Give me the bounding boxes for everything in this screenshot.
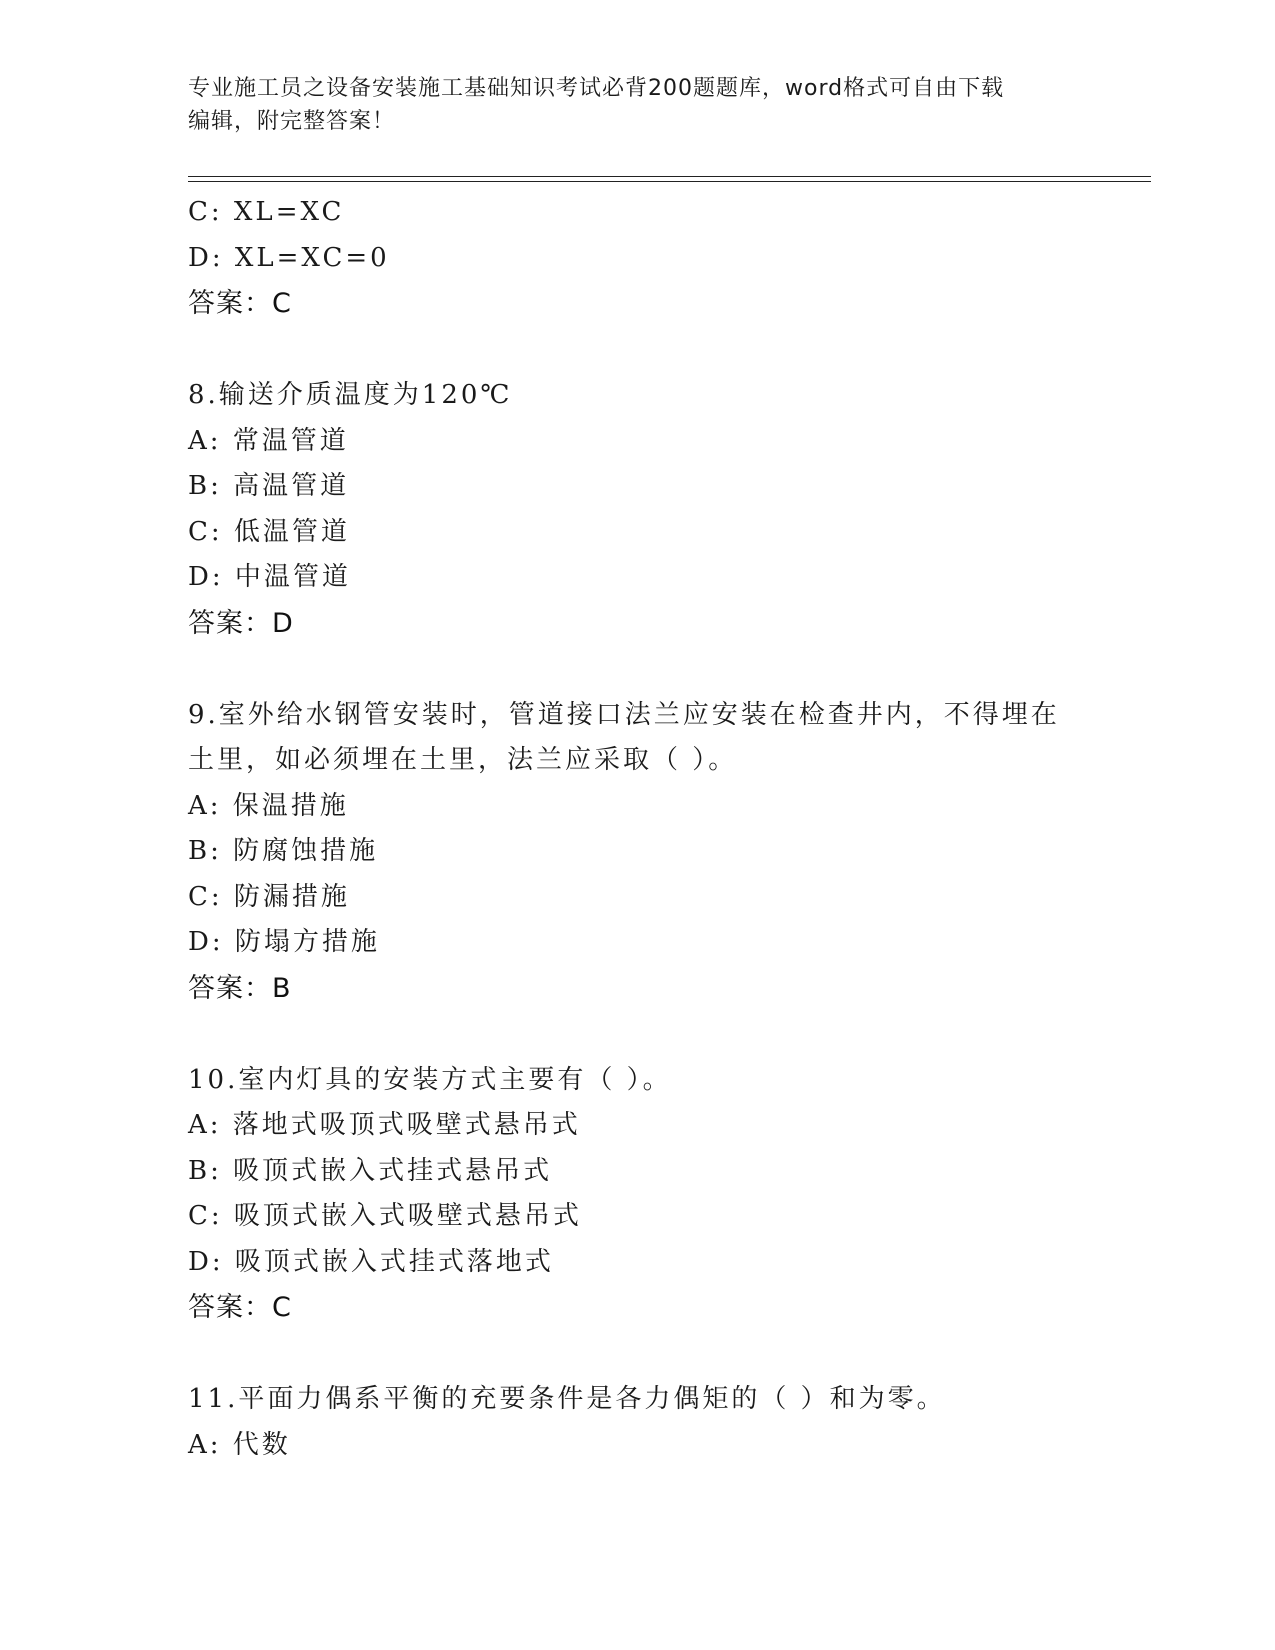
- header-divider-bottom: [188, 181, 1151, 182]
- option-d: D: XL=XC=0: [188, 242, 390, 273]
- header-title-line-1: 专业施工员之设备安装施工基础知识考试必背200题题库，word格式可自由下载: [188, 76, 1005, 101]
- option-b: B: 防腐蚀措施: [188, 836, 379, 866]
- answer-line: 答案：C: [188, 1292, 292, 1323]
- question-stem: 11.平面力偶系平衡的充要条件是各力偶矩的（ ）和为零。: [188, 1384, 946, 1414]
- option-a: A: 落地式吸顶式吸壁式悬吊式: [188, 1110, 581, 1140]
- option-d: D: 防塌方措施: [188, 927, 380, 957]
- spacer: [188, 1331, 1088, 1377]
- spacer: [188, 647, 1088, 693]
- option-c: C: 低温管道: [188, 516, 350, 547]
- option-a: A: 保温措施: [188, 790, 349, 821]
- option-d: D: 吸顶式嵌入式挂式落地式: [188, 1246, 554, 1277]
- spacer: [188, 1012, 1088, 1058]
- option-b: B: 吸顶式嵌入式挂式悬吊式: [188, 1155, 553, 1186]
- question-7-fragment: [188, 190, 1088, 327]
- option-a: A: 常温管道: [188, 425, 349, 456]
- question-stem: 8.输送介质温度为120℃: [188, 380, 513, 410]
- answer-line: 答案：D: [188, 607, 294, 639]
- question-10: [188, 1058, 1088, 1332]
- option-c: C: 防漏措施: [188, 881, 350, 912]
- question-8: [188, 373, 1088, 647]
- option-b: B: 高温管道: [188, 471, 350, 501]
- answer-line: 答案：B: [188, 972, 292, 1004]
- option-c: C: 吸顶式嵌入式吸壁式悬吊式: [188, 1201, 582, 1231]
- question-stem-continued: 土里，如必须埋在土里，法兰应采取（ ）。: [188, 745, 738, 775]
- question-9: [188, 693, 1088, 1012]
- question-11: [188, 1377, 1088, 1468]
- option-d: D: 中温管道: [188, 562, 351, 592]
- option-c: C: XL=XC: [188, 197, 345, 227]
- header-divider-top: [188, 176, 1151, 177]
- option-a: A: 代数: [188, 1429, 291, 1460]
- question-stem: 10.室内灯具的安装方式主要有（ ）。: [188, 1064, 672, 1095]
- question-list: [188, 190, 1088, 1468]
- document-header: [188, 72, 1088, 138]
- header-title-line-2: 编辑，附完整答案！: [188, 109, 396, 134]
- question-stem: 9.室外给水钢管安装时，管道接口法兰应安装在检查井内，不得埋在: [188, 699, 1060, 730]
- answer-line: 答案：C: [188, 288, 292, 319]
- spacer: [188, 327, 1088, 373]
